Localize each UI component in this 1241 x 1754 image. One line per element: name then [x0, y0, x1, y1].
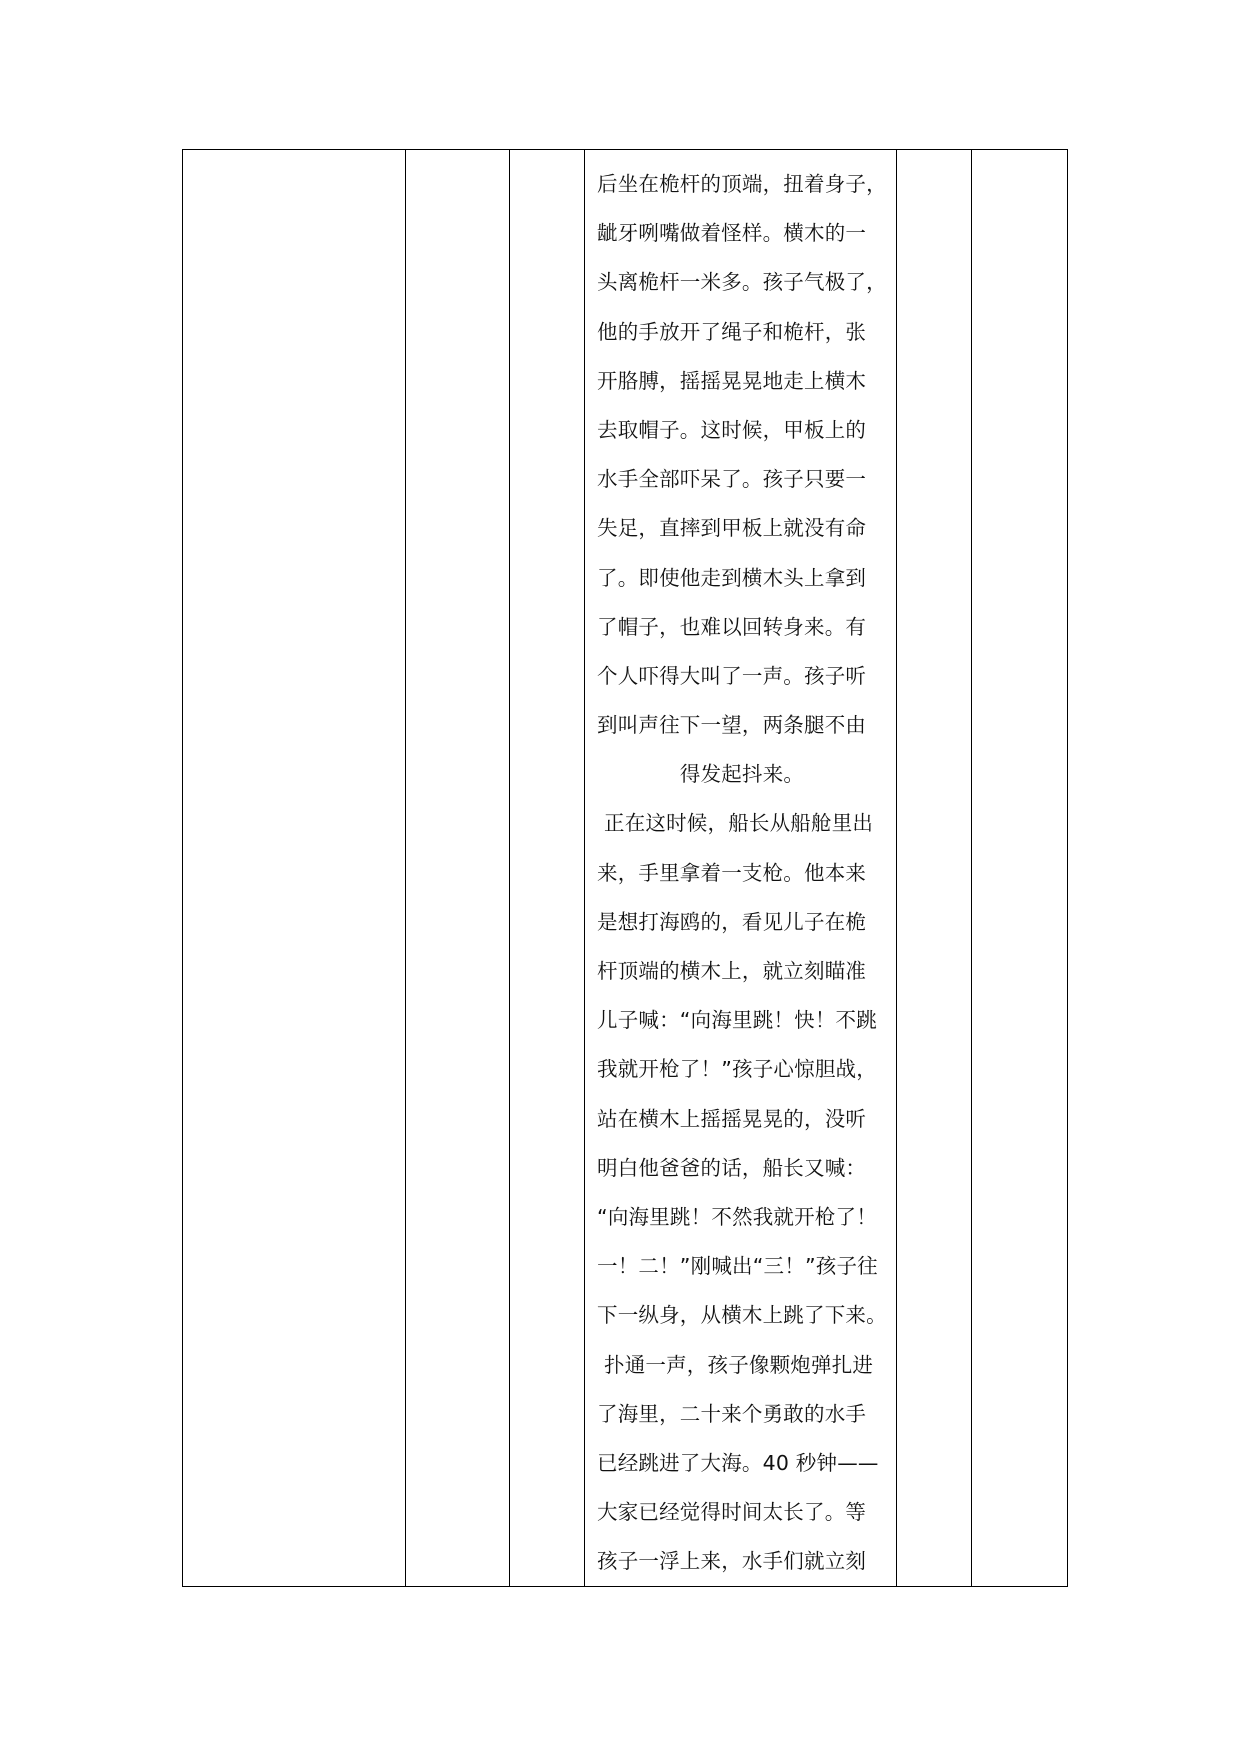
passage-line: “向海里跳！不然我就开枪了！ [597, 1204, 877, 1229]
passage-line: 我就开枪了！”孩子心惊胆战， [597, 1057, 877, 1082]
passage-line: 是想打海鸥的，看见儿子在桅 [597, 909, 867, 934]
passage-line: 后坐在桅杆的顶端，扭着身子， [597, 172, 887, 196]
passage-line: 到叫声往下一望，两条腿不由 [597, 713, 867, 738]
passage-line: 正在这时候，船长从船舱里出 [604, 811, 874, 836]
table-cell-1 [183, 150, 406, 1587]
passage-line: 了帽子，也难以回转身来。有 [597, 614, 867, 639]
passage-line: 他的手放开了绳子和桅杆，张 [597, 319, 867, 344]
passage-line: 水手全部吓呆了。孩子只要一 [597, 467, 867, 492]
table-cell-5 [897, 150, 972, 1587]
passage-line: 得发起抖来。 [679, 762, 805, 787]
table-row [183, 150, 1068, 1587]
passage-line: 扑通一声，孩子像颗炮弹扎进 [604, 1352, 874, 1377]
passage-line: 去取帽子。这时候，甲板上的 [597, 417, 867, 442]
passage-line: 来，手里拿着一支枪。他本来 [597, 860, 867, 885]
passage-line: 了海里，二十来个勇敢的水手 [597, 1401, 867, 1426]
passage-line: 头离桅杆一米多。孩子气极了， [597, 270, 887, 295]
passage-line: 杆顶端的横木上，就立刻瞄准 [597, 959, 867, 983]
passage-text [585, 150, 887, 1586]
passage-line: 大家已经觉得时间太长了。等 [597, 1500, 867, 1525]
passage-cell [585, 150, 897, 1587]
table-cell-6 [972, 150, 1068, 1587]
passage-line: 一！二！”刚喊出“三！”孩子往 [597, 1254, 878, 1279]
table-cell-3 [510, 150, 585, 1587]
passage-line: 个人吓得大叫了一声。孩子听 [597, 663, 867, 688]
passage-line: 站在横木上摇摇晃晃的，没听 [597, 1106, 867, 1131]
lesson-table [182, 149, 1068, 1587]
table-cell-2 [406, 150, 510, 1587]
passage-line: 开胳膊，摇摇晃晃地走上横木 [597, 368, 867, 393]
passage-line: 孩子一浮上来，水手们就立刻 [597, 1549, 867, 1574]
passage-line: 明白他爸爸的话，船长又喊： [597, 1155, 867, 1180]
passage-line: 失足，直摔到甲板上就没有命 [597, 516, 867, 541]
passage-line: 儿子喊：“向海里跳！快！不跳 [597, 1008, 877, 1033]
passage-line: 了。即使他走到横木头上拿到 [597, 565, 867, 590]
passage-line: 下一纵身，从横木上跳了下来。 [597, 1303, 887, 1328]
passage-line: 龇牙咧嘴做着怪样。横木的一 [597, 221, 867, 246]
passage-line: 已经跳进了大海。40 秒钟—— [597, 1450, 879, 1475]
